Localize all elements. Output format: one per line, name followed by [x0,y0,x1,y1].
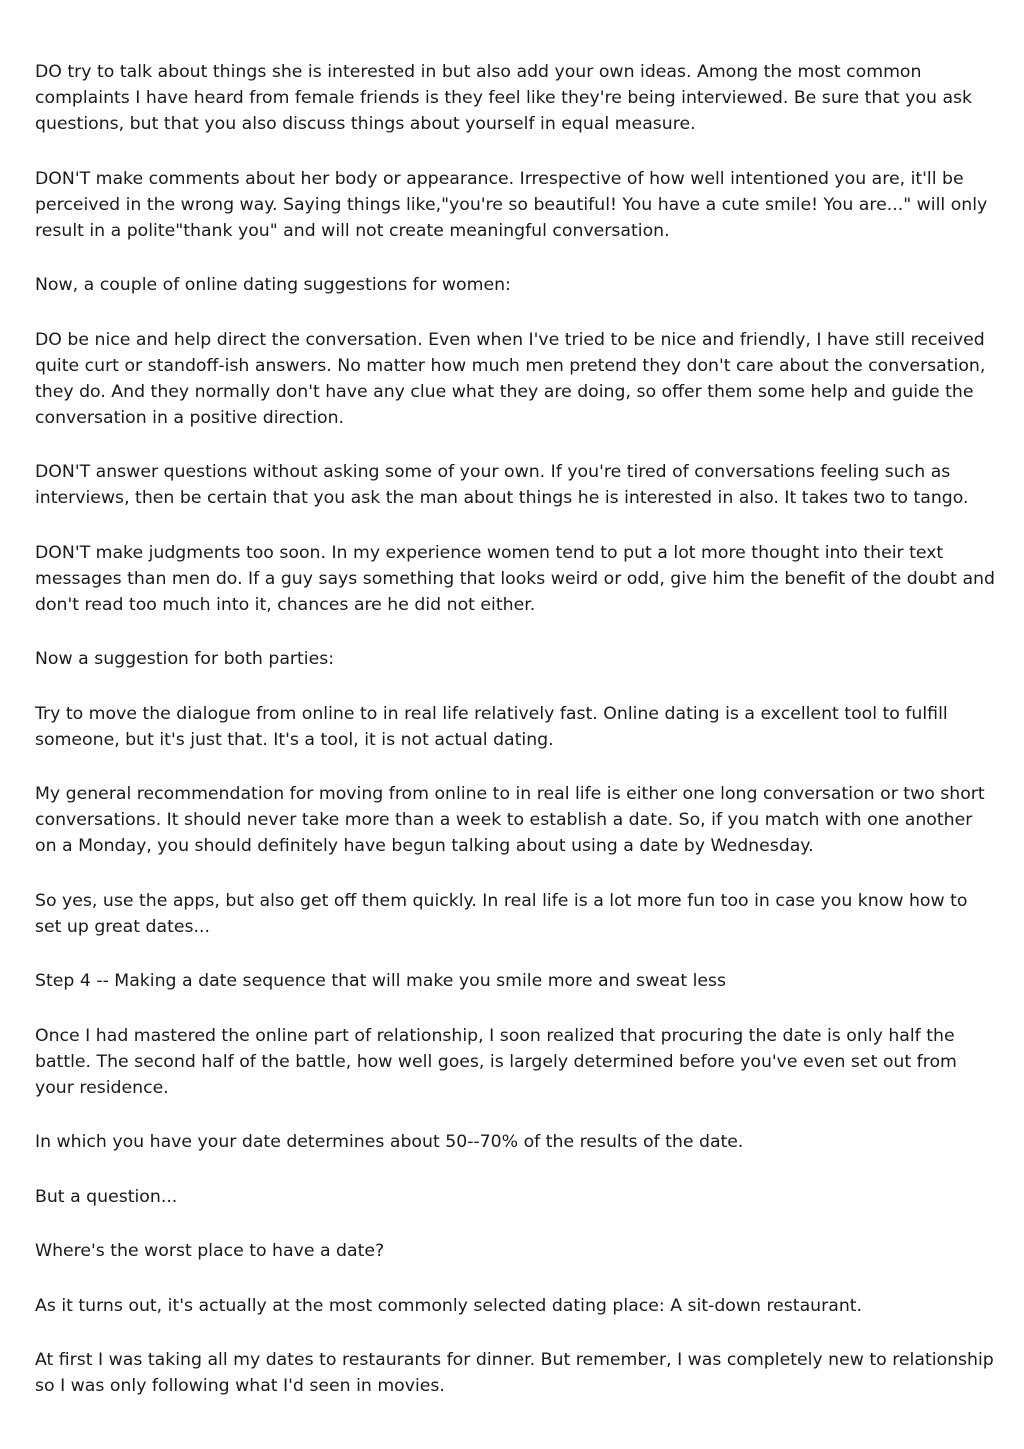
paragraph: Once I had mastered the online part of relationship, I soon realized that procuring the date is only half the battle. The second half of the battle, how well goes, is largely determined before you've even set out from your residence. [35,1025,957,1098]
paragraph: As it turns out, it's actually at the most commonly selected dating place: A sit-down restaurant. [35,1295,863,1316]
paragraph: Now a suggestion for both parties: [35,649,335,669]
document-body [35,59,995,1428]
paragraph: DO try to talk about things she is interested in but also add your own ideas. Among the most common complaints I have heard from female friends is they feel like they're being interviewed. Be sure that you ask questions, but that you also discuss things about yourself in equal measure. [35,62,973,134]
paragraph: At first I was taking all my dates to restaurants for dinner. But remember, I was completely new to relationship so I was only following what I'd seen in movies. [35,1350,994,1396]
paragraph: DON'T make comments about her body or appearance. Irrespective of how well intentioned you are, it'll be perceived in the wrong way. Saying things like,"you're so beautiful! You have a cute smile! You are..." will only result in a polite"thank you" and will not create meaningful conversation. [35,168,988,241]
paragraph: Now, a couple of online dating suggestions for women: [35,275,511,295]
paragraph: DO be nice and help direct the conversation. Even when I've tried to be nice and friendly, I have still received quite curt or standoff-ish answers. No matter how much men pretend they don't care about the conversation, they do. And they normally don't have any clue what they are doing, so offer them some help and guide the conversation in a positive direction. [35,329,986,428]
section-heading: Step 4 -- Making a date sequence that will make you smile more and sweat less [35,971,727,991]
paragraph: My general recommendation for moving from online to in real life is either one long conversation or two short conversations. It should never take more than a week to establish a date. So, if you match with one another on a Monday, you should definitely have begun talking about using a date by Wednesday. [35,784,985,856]
paragraph: So yes, use the apps, but also get off them quickly. In real life is a lot more fun too in case you know how to set up great dates... [35,890,968,937]
paragraph: DON'T answer questions without asking some of your own. If you're tired of conversations feeling such as interviews, then be certain that you ask the man about things he is interested in also. It takes two to tango. [35,462,969,508]
paragraph: DON'T make judgments too soon. In my experience women tend to put a lot more thought into their text messages than men do. If a guy says something that looks weird or odd, give him the benefit of the doubt and don't read too much into it, chances are he did not either. [35,542,995,615]
paragraph: Where's the worst place to have a date? [35,1241,385,1261]
paragraph: Try to move the dialogue from online to in real life relatively fast. Online dating is a excellent tool to fulfill someone, but it's just that. It's a tool, it is not actual dating. [35,703,948,750]
paragraph: In which you have your date determines about 50--70% of the results of the date. [35,1132,744,1152]
paragraph: But a question... [35,1186,178,1207]
